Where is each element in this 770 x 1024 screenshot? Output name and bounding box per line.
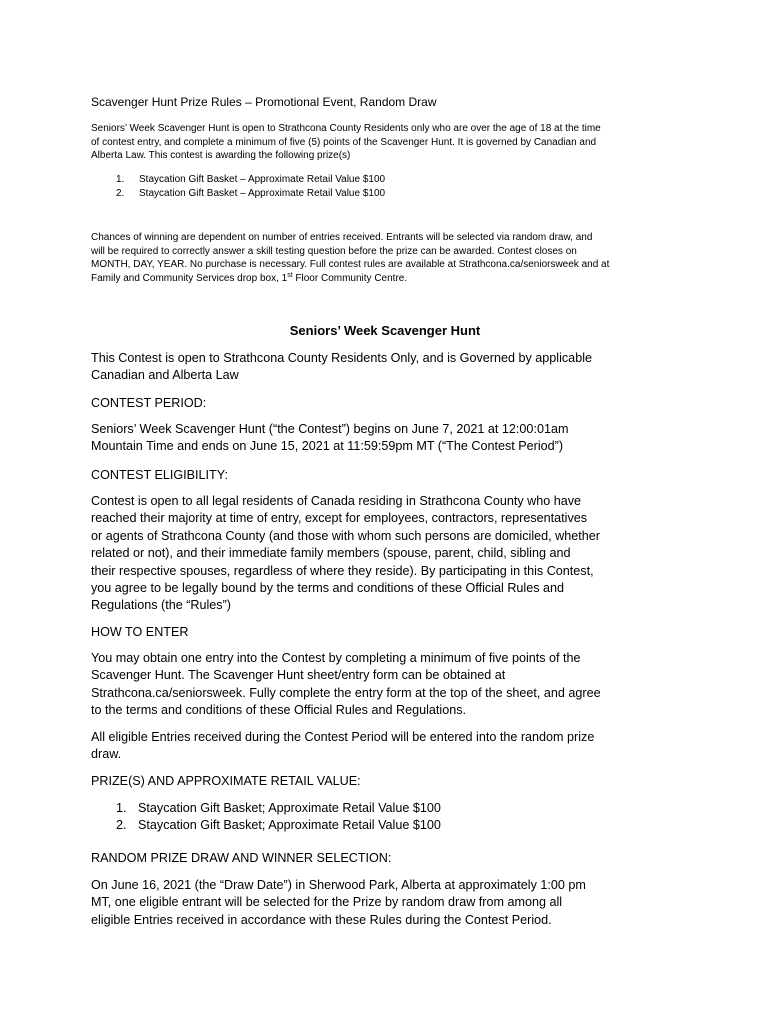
contest-period-paragraph	[91, 421, 691, 456]
eligible-entries-paragraph	[91, 729, 691, 764]
intro-paragraph	[91, 122, 691, 163]
prizes-heading	[91, 773, 691, 790]
body-line: Canadian and Alberta Law	[91, 368, 239, 383]
chances-text: Floor Community Centre.	[292, 272, 408, 284]
body-line: All eligible Entries received during the Contest Period will be entered into the random prize	[91, 730, 595, 744]
prize-list	[116, 800, 441, 835]
body-line: This Contest is open to Strathcona County Residents Only, and is Governed by applicable	[91, 351, 592, 365]
body-line: you agree to be legally bound by the terms and conditions of these Official Rules and	[91, 581, 565, 596]
chances-text: Family and Community Services drop box, 1	[91, 272, 288, 284]
eligibility-heading	[91, 467, 691, 484]
list-number: 1.	[116, 174, 125, 185]
list-item	[116, 173, 385, 187]
body-line: Contest is open to all legal residents of Canada residing in Strathcona County who have	[91, 494, 582, 508]
heading-text: HOW TO ENTER	[91, 625, 189, 639]
heading-text: PRIZE(S) AND APPROXIMATE RETAIL VALUE:	[91, 774, 361, 788]
how-to-enter-paragraph	[91, 650, 691, 720]
body-line: reached their majority at time of entry, except for employees, contractors, representatives	[91, 511, 588, 526]
chances-line	[91, 272, 691, 286]
summary-prize-list	[116, 173, 385, 201]
list-text: Staycation Gift Basket – Approximate Retail Value $100	[139, 174, 386, 185]
body-line: On June 16, 2021 (the “Draw Date”) in Sherwood Park, Alberta at approximately 1:00 pm	[91, 878, 586, 892]
chances-line: MONTH, DAY, YEAR. No purchase is necessary. Full contest rules are available at Strathcona.ca/seniorsweek and at	[91, 259, 610, 271]
governed-paragraph	[91, 350, 691, 385]
list-item	[116, 800, 441, 817]
body-line: Strathcona.ca/seniorsweek. Fully complete the entry form at the top of the sheet, and agree	[91, 685, 601, 700]
draw-heading	[91, 850, 691, 867]
body-line: Regulations (the “Rules”)	[91, 598, 231, 613]
body-line: Scavenger Hunt. The Scavenger Hunt sheet/entry form can be obtained at	[91, 668, 506, 683]
body-line: eligible Entries received in accordance with these Rules during the Contest Period.	[91, 912, 552, 927]
chances-line: will be required to correctly answer a skill testing question before the prize can be awarded. Contest closes on	[91, 245, 577, 257]
ordinal-suffix: st	[287, 271, 293, 279]
intro-line: Seniors’ Week Scavenger Hunt is open to Strathcona County Residents only who are over the age of 18 at the time	[91, 123, 601, 134]
intro-line: Alberta Law. This contest is awarding the following prize(s)	[91, 150, 351, 162]
section-heading: Seniors’ Week Scavenger Hunt	[289, 323, 481, 338]
body-line: to the terms and conditions of these Official Rules and Regulations.	[91, 703, 466, 718]
eligibility-paragraph	[91, 493, 691, 615]
list-item	[116, 187, 385, 201]
body-line: their respective spouses, regardless of where they reside). By participating in this Contest,	[91, 563, 594, 578]
document-title: Scavenger Hunt Prize Rules – Promotional Event, Random Draw	[91, 95, 437, 109]
heading-text: CONTEST ELIGIBILITY:	[91, 468, 228, 482]
contest-period-heading	[91, 395, 691, 412]
list-item	[116, 817, 441, 834]
how-to-enter-heading	[91, 624, 691, 641]
chances-paragraph	[91, 231, 691, 285]
body-line: draw.	[91, 747, 122, 762]
body-line: Seniors’ Week Scavenger Hunt (“the Contest”) begins on June 7, 2021 at 12:00:01am	[91, 422, 569, 436]
body-line: MT, one eligible entrant will be selected for the Prize by random draw from among all	[91, 895, 563, 910]
intro-line: of contest entry, and complete a minimum of five (5) points of the Scavenger Hunt. It is governed by Canadian and	[91, 136, 597, 148]
list-text: Staycation Gift Basket; Approximate Retail Value $100	[138, 818, 441, 833]
body-line: Mountain Time and ends on June 15, 2021 at 11:59:59pm MT (“The Contest Period”)	[91, 439, 564, 454]
list-text: Staycation Gift Basket – Approximate Retail Value $100	[139, 188, 386, 199]
body-line: You may obtain one entry into the Contest by completing a minimum of five points of the	[91, 651, 581, 665]
heading-text: RANDOM PRIZE DRAW AND WINNER SELECTION:	[91, 851, 392, 865]
draw-paragraph	[91, 877, 691, 929]
body-line: or agents of Strathcona County (and those with whom such persons are domiciled, whether	[91, 528, 600, 543]
list-number: 2.	[116, 818, 127, 833]
body-line: related or not), and their immediate family members (spouse, parent, child, sibling and	[91, 546, 571, 561]
heading-text: CONTEST PERIOD:	[91, 396, 207, 410]
list-number: 2.	[116, 188, 125, 199]
list-number: 1.	[116, 801, 127, 815]
list-text: Staycation Gift Basket; Approximate Retail Value $100	[138, 801, 441, 815]
chances-line: Chances of winning are dependent on number of entries received. Entrants will be selected via random draw, and	[91, 232, 593, 243]
